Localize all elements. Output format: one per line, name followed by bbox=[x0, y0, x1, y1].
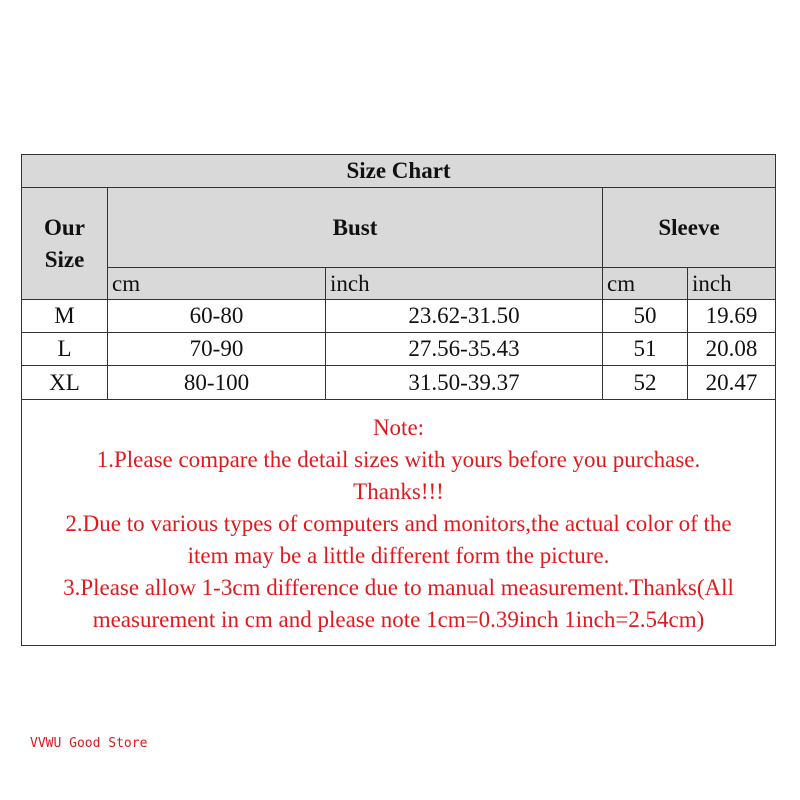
row-m-size: M bbox=[54, 303, 75, 328]
row-m-bust-cm: 60-80 bbox=[189, 303, 244, 328]
row-l-size: L bbox=[57, 336, 72, 361]
note-line-4: item may be a little different form the picture. bbox=[187, 543, 610, 568]
unit-bust-cm: cm bbox=[108, 268, 325, 299]
header-bust: Bust bbox=[108, 188, 602, 267]
note-section bbox=[22, 400, 775, 645]
row-xl-bust-inch: 31.50-39.37 bbox=[408, 369, 520, 395]
note-line-6: measurement in cm and please note 1cm=0.39inch 1inch=2.54cm) bbox=[92, 607, 705, 632]
header-our-size-line2: Size bbox=[44, 246, 85, 272]
header-our-size-line1: Our bbox=[44, 214, 85, 240]
header-our-size bbox=[22, 188, 107, 299]
size-chart-table bbox=[21, 154, 776, 646]
row-l-bust-inch: 27.56-35.43 bbox=[408, 336, 520, 361]
unit-sleeve-inch: inch bbox=[688, 268, 775, 299]
note-heading: Note: bbox=[372, 415, 425, 440]
row-m-sleeve-cm: 50 bbox=[633, 303, 657, 328]
row-l-sleeve-cm: 51 bbox=[633, 336, 657, 361]
note-line-1: 1.Please compare the detail sizes with yours before you purchase. bbox=[96, 447, 701, 472]
row-l-sleeve-inch: 20.08 bbox=[705, 336, 758, 361]
header-sleeve: Sleeve bbox=[603, 188, 775, 267]
unit-bust-inch: inch bbox=[326, 268, 602, 299]
unit-sleeve-cm: cm bbox=[603, 268, 687, 299]
note-line-2: Thanks!!! bbox=[353, 479, 444, 504]
row-m-sleeve-inch: 19.69 bbox=[705, 303, 758, 328]
row-m-bust-inch: 23.62-31.50 bbox=[408, 303, 520, 328]
chart-title: Size Chart bbox=[22, 155, 775, 187]
row-xl-sleeve-cm: 52 bbox=[633, 369, 657, 395]
note-line-3: 2.Due to various types of computers and monitors,the actual color of the bbox=[65, 511, 732, 536]
row-l-bust-cm: 70-90 bbox=[189, 336, 244, 361]
note-line-5: 3.Please allow 1-3cm difference due to manual measurement.Thanks(All bbox=[63, 575, 734, 600]
row-xl-sleeve-inch: 20.47 bbox=[705, 369, 758, 395]
row-xl-size: XL bbox=[49, 369, 80, 395]
row-xl-bust-cm: 80-100 bbox=[183, 369, 250, 395]
store-watermark: VVWU Good Store bbox=[30, 736, 148, 751]
